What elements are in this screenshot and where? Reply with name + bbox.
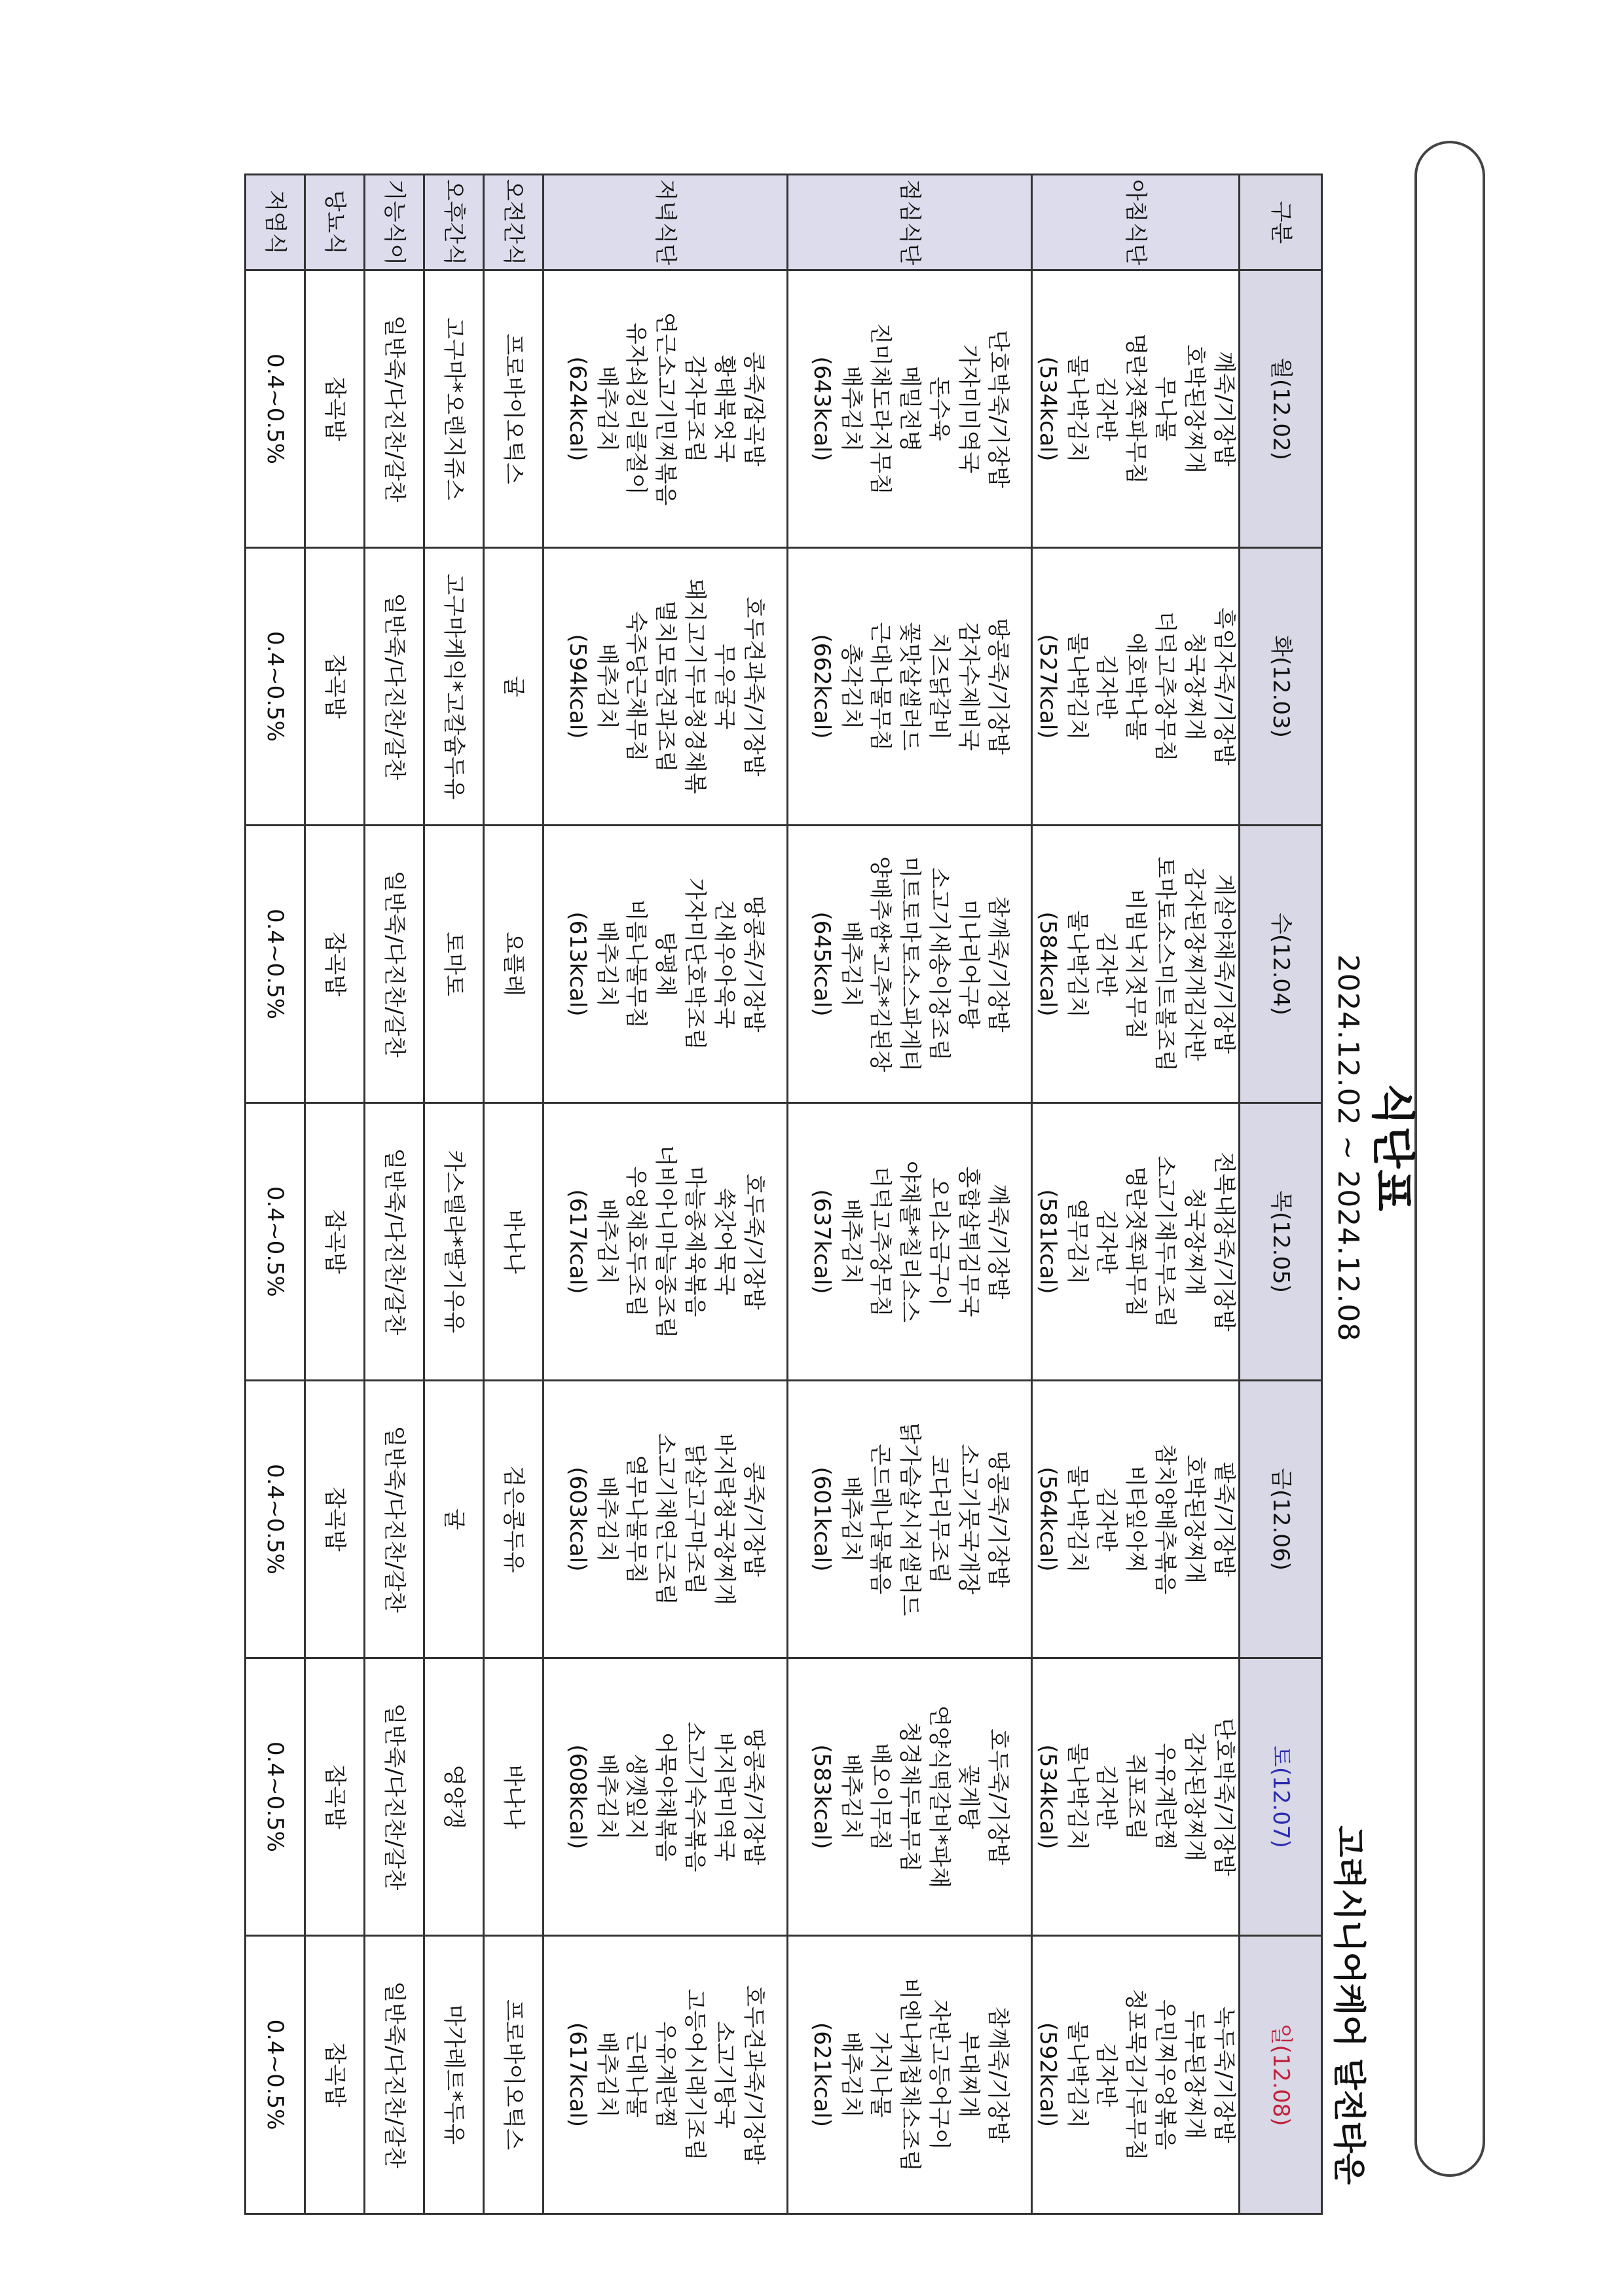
menu-item: 배추김치 — [593, 920, 620, 1008]
menu-item: 진미채도라지무침 — [867, 323, 894, 495]
menu-cell — [543, 1381, 787, 1658]
menu-item: 메밀전병 — [896, 365, 923, 452]
row-category-label: 저녁식단 — [543, 175, 787, 270]
menu-cell — [424, 270, 483, 548]
menu-item: 무나물 — [1152, 376, 1179, 441]
menu-item: 일반죽/다진찬/갈찬 — [381, 1981, 408, 2168]
menu-item: 0.4~0.5% — [262, 1186, 289, 1297]
menu-cell — [787, 1658, 1031, 1936]
menu-item: 잡곡밥 — [322, 1487, 348, 1552]
menu-cell — [787, 270, 1031, 548]
menu-item: 참깨죽/기장밥 — [984, 2006, 1011, 2143]
menu-item: (527kcal) — [1034, 634, 1061, 739]
day-header: 수(12.04) — [1240, 826, 1322, 1103]
menu-item: 배추김치 — [593, 2032, 620, 2118]
menu-item: 땅콩죽/기장밥 — [740, 896, 767, 1032]
menu-item: (617kcal) — [564, 1189, 591, 1294]
menu-item: 고등어시래기조림 — [682, 1988, 709, 2161]
menu-item: 마늘종제육볶음 — [682, 1166, 709, 1317]
menu-item: 건새우아욱국 — [711, 899, 738, 1029]
menu-item: 호두견과죽/기장밥 — [740, 1984, 767, 2165]
header-row — [1240, 175, 1322, 2214]
menu-item: 미나리어구탕 — [955, 899, 982, 1029]
menu-item: 곤드레나물볶음 — [867, 1444, 894, 1595]
menu-item: 검은콩두유 — [500, 1465, 527, 1573]
menu-item: 홍합살튀김무국 — [955, 1166, 982, 1317]
menu-item: 물나박김치 — [1063, 910, 1090, 1018]
menu-cell — [424, 1381, 483, 1658]
menu-item: (624kcal) — [564, 356, 591, 462]
menu-item: 야채롤*칠리소스 — [896, 1161, 923, 1322]
dinner-row — [543, 175, 787, 2214]
row-category-label: 당뇨식 — [304, 175, 364, 270]
menu-item: 돈수육 — [926, 376, 953, 441]
menu-item: 김자반 — [1093, 376, 1120, 441]
menu-item: 청포묵김가루무침 — [1122, 1988, 1149, 2161]
day-header: 월(12.02) — [1240, 270, 1322, 548]
menu-item: 배추김치 — [838, 1198, 864, 1285]
menu-cell — [364, 826, 424, 1103]
menu-item: 0.4~0.5% — [262, 1464, 289, 1575]
menu-item: 비타잎아찌 — [1122, 1465, 1149, 1573]
menu-item: 부대찌개 — [955, 2032, 982, 2118]
menu-item: 바나나 — [500, 1764, 527, 1829]
menu-item: (601kcal) — [808, 1467, 835, 1572]
menu-item: 바나나 — [500, 1209, 527, 1274]
row-category-label: 오전간식 — [483, 175, 543, 270]
row-category-label: 아침식단 — [1031, 175, 1239, 270]
menu-item: 배추김치 — [593, 643, 620, 730]
menu-item: 김자반 — [1093, 932, 1120, 996]
menu-cell — [364, 548, 424, 826]
menu-item: 바지락미역국 — [711, 1732, 738, 1862]
menu-item: 배추김치 — [838, 920, 864, 1008]
menu-item: 김자반 — [1093, 2042, 1120, 2107]
menu-item: 오리소금구이 — [926, 1176, 953, 1307]
menu-item: 치즈닭갈비 — [926, 632, 953, 740]
menu-item: (621kcal) — [808, 2022, 835, 2128]
menu-item: 비엔나케첩채소조림 — [896, 1978, 923, 2172]
menu-item: 물나박김치 — [1063, 632, 1090, 740]
menu-cell — [787, 1936, 1031, 2214]
menu-item: 0.4~0.5% — [262, 909, 289, 1019]
menu-item: (583kcal) — [808, 1744, 835, 1850]
menu-item: 카스텔라*딸기우유 — [441, 1150, 468, 1334]
menu-cell — [364, 270, 424, 548]
day-header-saturday: 토(12.07) — [1240, 1658, 1322, 1936]
menu-item: 김자반 — [1093, 1487, 1120, 1552]
menu-cell — [1031, 1658, 1239, 1936]
menu-item: 땅콩죽/기장밥 — [984, 1451, 1011, 1588]
menu-item: 자반고등어구이 — [926, 1999, 953, 2150]
menu-item: 감자된장찌개 — [1181, 1732, 1208, 1862]
menu-cell — [304, 548, 364, 826]
menu-item: 소고기뭇국개장 — [955, 1444, 982, 1595]
menu-item: 배추김치 — [838, 2032, 864, 2118]
menu-item: 호박된장찌개 — [1181, 1454, 1208, 1584]
menu-cell — [245, 1658, 304, 1936]
menu-item: 잡곡밥 — [322, 932, 348, 996]
menu-cell — [424, 1936, 483, 2214]
menu-item: 감자무조림 — [682, 355, 709, 463]
menu-cell — [304, 1103, 364, 1381]
menu-item: 비빔낙지젓무침 — [1122, 888, 1149, 1040]
menu-item: 일반죽/다진찬/갈찬 — [381, 315, 408, 503]
menu-cell — [245, 826, 304, 1103]
menu-item: 생깻잎지 — [623, 1753, 650, 1840]
menu-cell — [483, 270, 543, 548]
menu-cell — [245, 548, 304, 826]
afternoon-snack-row — [424, 175, 483, 2214]
menu-item: 김자반 — [1093, 654, 1120, 719]
menu-item: 무우굴국 — [711, 643, 738, 730]
menu-item: 잡곡밥 — [322, 376, 348, 441]
menu-item: 청경채두부무침 — [896, 1721, 923, 1872]
menu-item: 황태북엇국 — [711, 355, 738, 463]
row-category-label: 기능식이 — [364, 175, 424, 270]
table-body — [245, 175, 1239, 2214]
menu-cell — [424, 1658, 483, 1936]
menu-cell — [304, 270, 364, 548]
lunch-row — [787, 175, 1031, 2214]
menu-item: (594kcal) — [564, 634, 591, 739]
menu-item: (662kcal) — [808, 634, 835, 739]
menu-cell — [543, 1936, 787, 2214]
menu-cell — [245, 1381, 304, 1658]
menu-item: 토마토소스미트볼조림 — [1152, 856, 1179, 1072]
menu-item: 명란젓쪽파무침 — [1122, 333, 1149, 484]
corner-header: 구분 — [1240, 175, 1322, 270]
menu-item: 근대나물 — [623, 2032, 650, 2118]
menu-item: 쥐포조림 — [1122, 1753, 1149, 1840]
menu-item: 연근소고기민찌볶음 — [652, 312, 679, 506]
menu-cell — [1031, 270, 1239, 548]
menu-item: 소고기숙주볶음 — [682, 1721, 709, 1872]
menu-item: 배추김치 — [593, 365, 620, 452]
menu-item: 총각김치 — [838, 643, 864, 730]
menu-item: (643kcal) — [808, 356, 835, 462]
menu-item: 닭가슴살시저샐러드 — [896, 1422, 923, 1616]
menu-item: 근대나물무침 — [867, 621, 894, 752]
menu-cell — [245, 270, 304, 548]
menu-item: 소고기채두부조림 — [1152, 1156, 1179, 1328]
menu-cell — [1031, 1381, 1239, 1658]
menu-item: 일반죽/다진찬/갈찬 — [381, 1148, 408, 1336]
menu-item: 깨죽/기장밥 — [984, 1184, 1011, 1300]
menu-item: 미트토마토소스파게티 — [896, 856, 923, 1072]
menu-cell — [543, 270, 787, 548]
menu-item: 배추김치 — [838, 1753, 864, 1840]
menu-item: 0.4~0.5% — [262, 631, 289, 742]
menu-item: (637kcal) — [808, 1189, 835, 1294]
menu-item: 참치양배추볶음 — [1152, 1444, 1179, 1595]
menu-item: 귤 — [441, 1508, 468, 1530]
menu-cell — [787, 826, 1031, 1103]
menu-item: 콩죽/기장밥 — [740, 1461, 767, 1577]
menu-item: 참깨죽/기장밥 — [984, 896, 1011, 1032]
day-header-sunday: 일(12.08) — [1240, 1936, 1322, 2214]
menu-item: 요플레 — [500, 932, 527, 996]
menu-item: 호두견과죽/기장밥 — [740, 596, 767, 776]
row-category-label: 저염식 — [245, 175, 304, 270]
menu-item: 청국장찌개 — [1181, 632, 1208, 740]
menu-item: 녹두죽/기장밥 — [1211, 2006, 1237, 2143]
menu-item: 단호박죽/기장밥 — [1211, 1717, 1237, 1876]
menu-cell — [787, 1381, 1031, 1658]
menu-item: 배추김치 — [593, 1753, 620, 1840]
menu-item: (613kcal) — [564, 911, 591, 1017]
menu-item: (603kcal) — [564, 1467, 591, 1572]
menu-item: 양배추쌈*고추*김된장 — [867, 856, 894, 1072]
menu-cell — [304, 826, 364, 1103]
menu-item: 0.4~0.5% — [262, 2019, 289, 2130]
menu-item: 비름나물무침 — [623, 899, 650, 1029]
menu-item: 쑥갓어묵국 — [711, 1188, 738, 1296]
menu-item: 프로바이오틱스 — [500, 333, 527, 484]
menu-item: 일반죽/다진찬/갈찬 — [381, 1425, 408, 1613]
menu-cell — [787, 1103, 1031, 1381]
menu-item: 단호박죽/기장밥 — [984, 329, 1011, 488]
menu-item: 소고기채연근조림 — [652, 1433, 679, 1605]
menu-item: (581kcal) — [1034, 1189, 1061, 1294]
menu-cell — [245, 1936, 304, 2214]
menu-item: (645kcal) — [808, 911, 835, 1017]
menu-item: 배추김치 — [838, 1476, 864, 1563]
menu-item: 잡곡밥 — [322, 1209, 348, 1274]
menu-item: 유자쇠킹리클절이 — [623, 323, 650, 495]
menu-item: 김자반 — [1093, 1764, 1120, 1829]
low-sodium-row — [245, 175, 304, 2214]
menu-item: 더덕고추장무침 — [1152, 611, 1179, 762]
day-header: 화(12.03) — [1240, 548, 1322, 826]
menu-item: 애호박나물 — [1122, 632, 1149, 740]
menu-item: 마가레트*두유 — [441, 2004, 468, 2145]
menu-cell — [1031, 1936, 1239, 2214]
menu-item: 땅콩죽/기장밥 — [984, 618, 1011, 755]
menu-item: 일반죽/다진찬/갈찬 — [381, 592, 408, 780]
menu-item: 멸치모듬견과조림 — [652, 600, 679, 773]
diabetic-diet-row — [304, 175, 364, 2214]
menu-item: 두부된장찌개 — [1181, 2010, 1208, 2140]
menu-item: 깨죽/기장밥 — [1211, 351, 1237, 467]
menu-cell — [304, 1381, 364, 1658]
page-title: 식단표 — [1367, 1083, 1418, 1213]
menu-item: 소고기새송이장조림 — [926, 867, 953, 1061]
menu-cell — [483, 1381, 543, 1658]
menu-item: 배추김치 — [838, 365, 864, 452]
menu-item: 감자된장찌개김자반 — [1181, 867, 1208, 1061]
breakfast-row — [1031, 175, 1239, 2214]
menu-item: 고구마*오렌지쥬스 — [441, 317, 468, 501]
menu-item: 꽃게탕 — [955, 1764, 982, 1829]
menu-item: 명란젓쪽파무침 — [1122, 1166, 1149, 1317]
menu-cell — [483, 548, 543, 826]
menu-cell — [543, 1658, 787, 1936]
menu-item: 어묵야채볶음 — [652, 1732, 679, 1862]
menu-item: 우유계란찜 — [652, 2020, 679, 2129]
menu-item: 탕평채 — [652, 932, 679, 996]
menu-item: 잡곡밥 — [322, 2042, 348, 2107]
menu-item: 가자미미역국 — [955, 344, 982, 474]
menu-cell — [483, 826, 543, 1103]
menu-item: 꽃맛살샐러드 — [896, 621, 923, 752]
menu-cell — [424, 548, 483, 826]
menu-item: (608kcal) — [564, 1744, 591, 1850]
menu-item: 가자미단호박조림 — [682, 878, 709, 1050]
menu-item: (534kcal) — [1034, 356, 1061, 462]
menu-item: 고구마케익*고칼슘두유 — [441, 573, 468, 800]
menu-item: 가지나물 — [867, 2032, 894, 2118]
menu-item: 우민찌우엉볶음 — [1152, 1999, 1179, 2150]
menu-cell — [424, 1103, 483, 1381]
menu-item: 코다리무조림 — [926, 1454, 953, 1584]
menu-item: 프로바이오틱스 — [500, 1999, 527, 2150]
menu-item: 물나박김치 — [1063, 2020, 1090, 2129]
menu-item: 전복내장죽/기장밥 — [1211, 1152, 1237, 1332]
menu-item: 돼지고기두부청경채볶 — [682, 579, 709, 794]
morning-snack-row — [483, 175, 543, 2214]
menu-item: 물나박김치 — [1063, 1743, 1090, 1851]
menu-item: 0.4~0.5% — [262, 354, 289, 464]
menu-cell — [304, 1936, 364, 2214]
menu-item: 일반죽/다진찬/갈찬 — [381, 870, 408, 1058]
menu-item: 김자반 — [1093, 1209, 1120, 1274]
menu-item: 우유계란찜 — [1152, 1743, 1179, 1851]
menu-item: 더덕고추장무침 — [867, 1166, 894, 1317]
day-header: 목(12.05) — [1240, 1103, 1322, 1381]
organization-name: 고려시니어케어 달전타운 — [1330, 1825, 1368, 2185]
menu-item: 0.4~0.5% — [262, 1741, 289, 1852]
menu-item: 일반죽/다진찬/갈찬 — [381, 1703, 408, 1891]
menu-item: 콩죽/잡곡밥 — [740, 351, 767, 467]
menu-item: 물나박김치 — [1063, 1465, 1090, 1573]
menu-item: 호두죽/기장밥 — [740, 1173, 767, 1310]
menu-item: 청국장찌개 — [1181, 1188, 1208, 1296]
menu-cell — [364, 1936, 424, 2214]
date-range: 2024.12.02 ~ 2024.12.08 — [1331, 954, 1365, 1342]
menu-cell — [1031, 548, 1239, 826]
menu-cell — [424, 826, 483, 1103]
day-header: 금(12.06) — [1240, 1381, 1322, 1658]
menu-item: 닭살고구마조림 — [682, 1444, 709, 1595]
menu-item: (584kcal) — [1034, 911, 1061, 1017]
menu-item: 물나박김치 — [1063, 355, 1090, 463]
menu-cell — [787, 548, 1031, 826]
menu-cell — [364, 1381, 424, 1658]
menu-item: 게살야채죽/기장밥 — [1211, 874, 1237, 1054]
menu-item: 토마토 — [441, 932, 468, 996]
meal-menu-table — [244, 173, 1323, 2215]
menu-item: 열무김치 — [1063, 1198, 1090, 1285]
special-diet-row — [364, 175, 424, 2214]
menu-item: 배추김치 — [593, 1476, 620, 1563]
menu-item: 너비아니마늘종조림 — [652, 1144, 679, 1339]
menu-item: 잡곡밥 — [322, 1764, 348, 1829]
menu-item: 잡곡밥 — [322, 654, 348, 719]
menu-cell — [364, 1658, 424, 1936]
menu-cell — [364, 1103, 424, 1381]
menu-cell — [543, 548, 787, 826]
menu-item: 호두죽/기장밥 — [984, 1728, 1011, 1865]
menu-item: 감자수제비국 — [955, 621, 982, 752]
menu-item: (592kcal) — [1034, 2022, 1061, 2128]
menu-item: 연양식떡갈비*파채 — [926, 1705, 953, 1889]
menu-item: 바지락청국장찌개 — [711, 1433, 738, 1605]
menu-item: 배추김치 — [593, 1198, 620, 1285]
menu-cell — [1031, 826, 1239, 1103]
menu-item: 소고기탕국 — [711, 2020, 738, 2129]
menu-cell — [483, 1658, 543, 1936]
menu-item: (617kcal) — [564, 2022, 591, 2128]
menu-item: 열무나물무침 — [623, 1454, 650, 1584]
menu-cell — [543, 826, 787, 1103]
row-category-label: 오후간식 — [424, 175, 483, 270]
menu-cell — [245, 1103, 304, 1381]
menu-item: 영양갱 — [441, 1764, 468, 1829]
menu-item: 귤 — [500, 676, 527, 697]
menu-item: 땅콩죽/기장밥 — [740, 1728, 767, 1865]
menu-item: (564kcal) — [1034, 1467, 1061, 1572]
menu-cell — [543, 1103, 787, 1381]
menu-cell — [483, 1936, 543, 2214]
row-category-label: 점심식단 — [787, 175, 1031, 270]
menu-item: 우엉채호두조림 — [623, 1166, 650, 1317]
menu-cell — [1031, 1103, 1239, 1381]
menu-item: 흑임자죽/기장밥 — [1211, 607, 1237, 766]
menu-cell — [483, 1103, 543, 1381]
menu-item: 호박된장찌개 — [1181, 344, 1208, 474]
menu-item: 팥죽/기장밥 — [1211, 1461, 1237, 1577]
menu-item: (534kcal) — [1034, 1744, 1061, 1850]
menu-cell — [304, 1658, 364, 1936]
menu-item: 숙주당근채무침 — [623, 611, 650, 762]
menu-item: 배오이무침 — [867, 1743, 894, 1851]
